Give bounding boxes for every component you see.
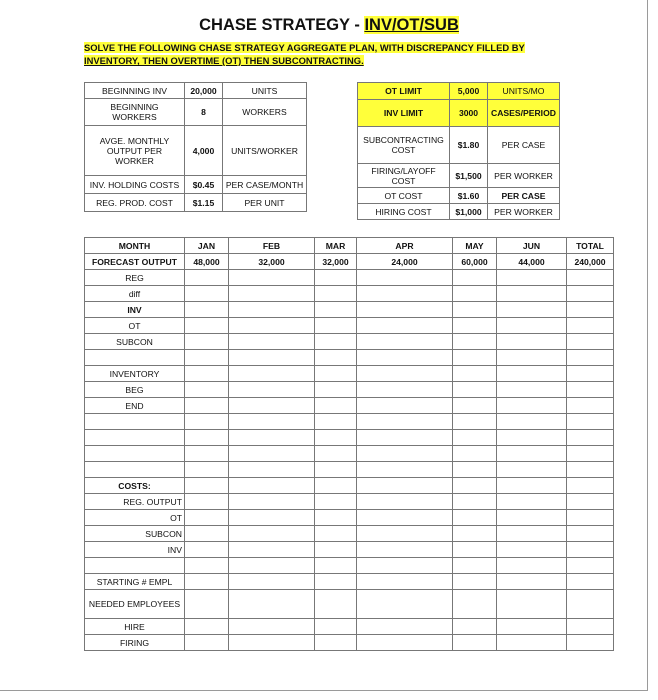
empty-cell: [453, 478, 497, 494]
param-value: $1,500: [450, 164, 488, 188]
empty-cell: [567, 302, 614, 318]
empty-cell: [315, 286, 357, 302]
empty-cell: [497, 414, 567, 430]
empty-cell: [229, 494, 315, 510]
row-hire: [85, 619, 614, 635]
row-label: REG: [85, 270, 185, 286]
month-jan: JAN: [185, 238, 229, 254]
empty-cell: [185, 286, 229, 302]
empty-cell: [185, 318, 229, 334]
empty-cell: [315, 510, 357, 526]
empty-cell: [497, 558, 567, 574]
title-highlight: INV/OT/SUB: [364, 16, 459, 34]
row-label: INV: [85, 542, 185, 558]
empty-cell: [229, 510, 315, 526]
empty-cell: [357, 526, 453, 542]
param-unit: UNITS: [223, 83, 307, 99]
empty-cell: [315, 478, 357, 494]
empty-cell: [357, 334, 453, 350]
param-value: 3000: [450, 100, 488, 127]
empty-cell: [567, 414, 614, 430]
row-cost-subcon: [85, 526, 614, 542]
empty-cell: [453, 334, 497, 350]
empty-cell: [567, 398, 614, 414]
empty-cell: [185, 398, 229, 414]
instructions: [84, 41, 525, 67]
empty-cell: [567, 446, 614, 462]
row-label: INVENTORY: [85, 366, 185, 382]
empty-cell: [567, 494, 614, 510]
empty-cell: [229, 478, 315, 494]
empty-cell: [229, 382, 315, 398]
forecast-apr: 24,000: [357, 254, 453, 270]
param-value: 20,000: [185, 83, 223, 99]
empty-cell: [453, 446, 497, 462]
empty-cell: [567, 558, 614, 574]
empty-cell: [567, 430, 614, 446]
empty-cell: [229, 574, 315, 590]
empty-cell: [229, 350, 315, 366]
empty-cell: [357, 494, 453, 510]
param-unit: PER CASE/MONTH: [223, 176, 307, 194]
empty-cell: [497, 542, 567, 558]
instructions-line2: INVENTORY, THEN OVERTIME (OT) THEN SUBCONTRACTING.: [84, 55, 364, 66]
empty-cell: [185, 590, 229, 619]
empty-cell: [315, 574, 357, 590]
empty-cell: [229, 318, 315, 334]
row-blank: [85, 430, 614, 446]
empty-cell: [185, 635, 229, 651]
forecast-total: 240,000: [567, 254, 614, 270]
empty-cell: [453, 398, 497, 414]
empty-cell: [567, 635, 614, 651]
empty-cell: [453, 382, 497, 398]
empty-cell: [185, 334, 229, 350]
empty-cell: [567, 542, 614, 558]
empty-cell: [453, 494, 497, 510]
empty-cell: [357, 430, 453, 446]
empty-cell: [497, 302, 567, 318]
empty-cell: [229, 526, 315, 542]
empty-cell: [357, 270, 453, 286]
empty-cell: [315, 635, 357, 651]
param-unit: UNITS/WORKER: [223, 126, 307, 176]
param-label: OT LIMIT: [358, 83, 450, 100]
empty-cell: [453, 526, 497, 542]
row-label: INV: [85, 302, 185, 318]
empty-cell: [453, 270, 497, 286]
empty-cell: [357, 366, 453, 382]
row-cost-ot: [85, 510, 614, 526]
month-may: MAY: [453, 238, 497, 254]
empty-cell: [185, 478, 229, 494]
empty-cell: [567, 619, 614, 635]
empty-cell: [357, 414, 453, 430]
empty-cell: [315, 590, 357, 619]
total-header: TOTAL: [567, 238, 614, 254]
empty-cell: [315, 398, 357, 414]
empty-cell: [185, 462, 229, 478]
empty-cell: [357, 510, 453, 526]
empty-cell: [185, 574, 229, 590]
empty-cell: [567, 270, 614, 286]
empty-cell: [185, 526, 229, 542]
forecast-label: FORECAST OUTPUT: [85, 254, 185, 270]
empty-cell: [85, 462, 185, 478]
empty-cell: [185, 494, 229, 510]
empty-cell: [185, 366, 229, 382]
row-costs: [85, 478, 614, 494]
forecast-may: 60,000: [453, 254, 497, 270]
empty-cell: [453, 558, 497, 574]
empty-cell: [315, 366, 357, 382]
empty-cell: [357, 382, 453, 398]
empty-cell: [497, 619, 567, 635]
month-mar: MAR: [315, 238, 357, 254]
month-jun: JUN: [497, 238, 567, 254]
empty-cell: [567, 526, 614, 542]
row-label: SUBCON: [85, 334, 185, 350]
empty-cell: [453, 590, 497, 619]
empty-cell: [453, 350, 497, 366]
empty-cell: [315, 462, 357, 478]
empty-cell: [85, 558, 185, 574]
empty-cell: [357, 558, 453, 574]
empty-cell: [229, 462, 315, 478]
param-label: BEGINNING WORKERS: [85, 99, 185, 126]
empty-cell: [315, 558, 357, 574]
empty-cell: [185, 302, 229, 318]
empty-cell: [357, 542, 453, 558]
empty-cell: [497, 382, 567, 398]
empty-cell: [497, 334, 567, 350]
empty-cell: [453, 510, 497, 526]
row-beg: [85, 382, 614, 398]
empty-cell: [315, 494, 357, 510]
row-label: END: [85, 398, 185, 414]
empty-cell: [357, 286, 453, 302]
param-unit: PER WORKER: [488, 164, 560, 188]
param-label: AVGE. MONTHLY OUTPUT PER WORKER: [85, 126, 185, 176]
empty-cell: [229, 446, 315, 462]
empty-cell: [185, 350, 229, 366]
row-label: NEEDED EMPLOYEES: [85, 590, 185, 619]
row-label: OT: [85, 510, 185, 526]
empty-cell: [453, 635, 497, 651]
row-subcon: [85, 334, 614, 350]
row-blank: [85, 446, 614, 462]
param-value: $1.80: [450, 127, 488, 164]
row-blank: [85, 558, 614, 574]
empty-cell: [453, 619, 497, 635]
row-firing: [85, 635, 614, 651]
row-blank: [85, 414, 614, 430]
row-label: REG. OUTPUT: [85, 494, 185, 510]
empty-cell: [85, 350, 185, 366]
month-feb: FEB: [229, 238, 315, 254]
empty-cell: [497, 446, 567, 462]
row-label: diff: [85, 286, 185, 302]
empty-cell: [567, 286, 614, 302]
empty-cell: [357, 574, 453, 590]
empty-cell: [315, 270, 357, 286]
row-ot: [85, 318, 614, 334]
empty-cell: [229, 635, 315, 651]
row-end: [85, 398, 614, 414]
row-inventory: [85, 366, 614, 382]
empty-cell: [453, 366, 497, 382]
empty-cell: [453, 286, 497, 302]
row-label: COSTS:: [85, 478, 185, 494]
empty-cell: [567, 318, 614, 334]
empty-cell: [185, 558, 229, 574]
empty-cell: [567, 510, 614, 526]
param-unit: CASES/PERIOD: [488, 100, 560, 127]
param-value: 4,000: [185, 126, 223, 176]
empty-cell: [453, 574, 497, 590]
empty-cell: [357, 635, 453, 651]
empty-cell: [357, 350, 453, 366]
param-unit: PER UNIT: [223, 194, 307, 212]
empty-cell: [567, 382, 614, 398]
empty-cell: [229, 414, 315, 430]
row-label: SUBCON: [85, 526, 185, 542]
empty-cell: [229, 619, 315, 635]
params-right-table: [357, 82, 560, 220]
month-header: MONTH: [85, 238, 185, 254]
empty-cell: [315, 526, 357, 542]
param-unit: PER CASE: [488, 127, 560, 164]
row-label: FIRING: [85, 635, 185, 651]
row-reg-output: [85, 494, 614, 510]
empty-cell: [229, 558, 315, 574]
empty-cell: [567, 478, 614, 494]
row-inv: [85, 302, 614, 318]
empty-cell: [567, 590, 614, 619]
forecast-jun: 44,000: [497, 254, 567, 270]
empty-cell: [185, 382, 229, 398]
empty-cell: [567, 574, 614, 590]
empty-cell: [185, 542, 229, 558]
empty-cell: [315, 542, 357, 558]
empty-cell: [229, 286, 315, 302]
month-apr: APR: [357, 238, 453, 254]
empty-cell: [567, 366, 614, 382]
param-value: $1.60: [450, 188, 488, 204]
param-label: HIRING COST: [358, 204, 450, 220]
empty-cell: [85, 446, 185, 462]
aggregate-plan-table: [84, 237, 614, 651]
empty-cell: [315, 302, 357, 318]
empty-cell: [315, 382, 357, 398]
empty-cell: [497, 478, 567, 494]
empty-cell: [229, 398, 315, 414]
empty-cell: [497, 635, 567, 651]
empty-cell: [229, 430, 315, 446]
row-label: STARTING # EMPL: [85, 574, 185, 590]
empty-cell: [453, 414, 497, 430]
param-label: REG. PROD. COST: [85, 194, 185, 212]
param-value: $1,000: [450, 204, 488, 220]
empty-cell: [453, 542, 497, 558]
row-reg: [85, 270, 614, 286]
empty-cell: [357, 398, 453, 414]
param-unit: PER WORKER: [488, 204, 560, 220]
title-prefix: CHASE STRATEGY -: [199, 16, 365, 34]
empty-cell: [315, 414, 357, 430]
empty-cell: [453, 318, 497, 334]
empty-cell: [497, 270, 567, 286]
row-blank: [85, 462, 614, 478]
empty-cell: [185, 414, 229, 430]
empty-cell: [497, 590, 567, 619]
param-label: INV LIMIT: [358, 100, 450, 127]
empty-cell: [315, 318, 357, 334]
empty-cell: [229, 302, 315, 318]
empty-cell: [497, 494, 567, 510]
empty-cell: [453, 430, 497, 446]
instructions-line1: SOLVE THE FOLLOWING CHASE STRATEGY AGGREGATE PLAN, WITH DISCREPANCY FILLED BY: [84, 42, 525, 53]
empty-cell: [185, 619, 229, 635]
empty-cell: [497, 366, 567, 382]
row-diff: [85, 286, 614, 302]
empty-cell: [497, 350, 567, 366]
param-unit: WORKERS: [223, 99, 307, 126]
empty-cell: [453, 302, 497, 318]
empty-cell: [357, 462, 453, 478]
param-value: $0.45: [185, 176, 223, 194]
row-label: OT: [85, 318, 185, 334]
param-label: FIRING/LAYOFF COST: [358, 164, 450, 188]
empty-cell: [567, 350, 614, 366]
param-label: SUBCONTRACTING COST: [358, 127, 450, 164]
empty-cell: [315, 430, 357, 446]
empty-cell: [229, 542, 315, 558]
empty-cell: [185, 446, 229, 462]
empty-cell: [315, 446, 357, 462]
empty-cell: [497, 510, 567, 526]
param-label: INV. HOLDING COSTS: [85, 176, 185, 194]
empty-cell: [497, 318, 567, 334]
empty-cell: [497, 430, 567, 446]
empty-cell: [185, 430, 229, 446]
empty-cell: [357, 590, 453, 619]
empty-cell: [229, 590, 315, 619]
empty-cell: [453, 462, 497, 478]
forecast-mar: 32,000: [315, 254, 357, 270]
empty-cell: [497, 462, 567, 478]
forecast-feb: 32,000: [229, 254, 315, 270]
empty-cell: [357, 478, 453, 494]
empty-cell: [497, 286, 567, 302]
param-label: BEGINNING INV: [85, 83, 185, 99]
empty-cell: [497, 574, 567, 590]
empty-cell: [315, 619, 357, 635]
param-unit: PER CASE: [488, 188, 560, 204]
params-left-table: [84, 82, 307, 212]
empty-cell: [229, 334, 315, 350]
empty-cell: [357, 302, 453, 318]
empty-cell: [567, 462, 614, 478]
row-label: BEG: [85, 382, 185, 398]
empty-cell: [497, 398, 567, 414]
param-label: OT COST: [358, 188, 450, 204]
param-value: 5,000: [450, 83, 488, 100]
row-needed-employees: [85, 590, 614, 619]
page-title: [0, 16, 658, 35]
row-blank: [85, 350, 614, 366]
param-unit: UNITS/MO: [488, 83, 560, 100]
empty-cell: [229, 366, 315, 382]
empty-cell: [229, 270, 315, 286]
empty-cell: [357, 619, 453, 635]
forecast-jan: 48,000: [185, 254, 229, 270]
empty-cell: [567, 334, 614, 350]
empty-cell: [185, 510, 229, 526]
param-value: 8: [185, 99, 223, 126]
row-cost-inv: [85, 542, 614, 558]
param-value: $1.15: [185, 194, 223, 212]
empty-cell: [185, 270, 229, 286]
empty-cell: [85, 430, 185, 446]
empty-cell: [315, 350, 357, 366]
empty-cell: [357, 318, 453, 334]
row-starting-empl: [85, 574, 614, 590]
empty-cell: [497, 526, 567, 542]
empty-cell: [315, 334, 357, 350]
empty-cell: [85, 414, 185, 430]
empty-cell: [357, 446, 453, 462]
row-label: HIRE: [85, 619, 185, 635]
